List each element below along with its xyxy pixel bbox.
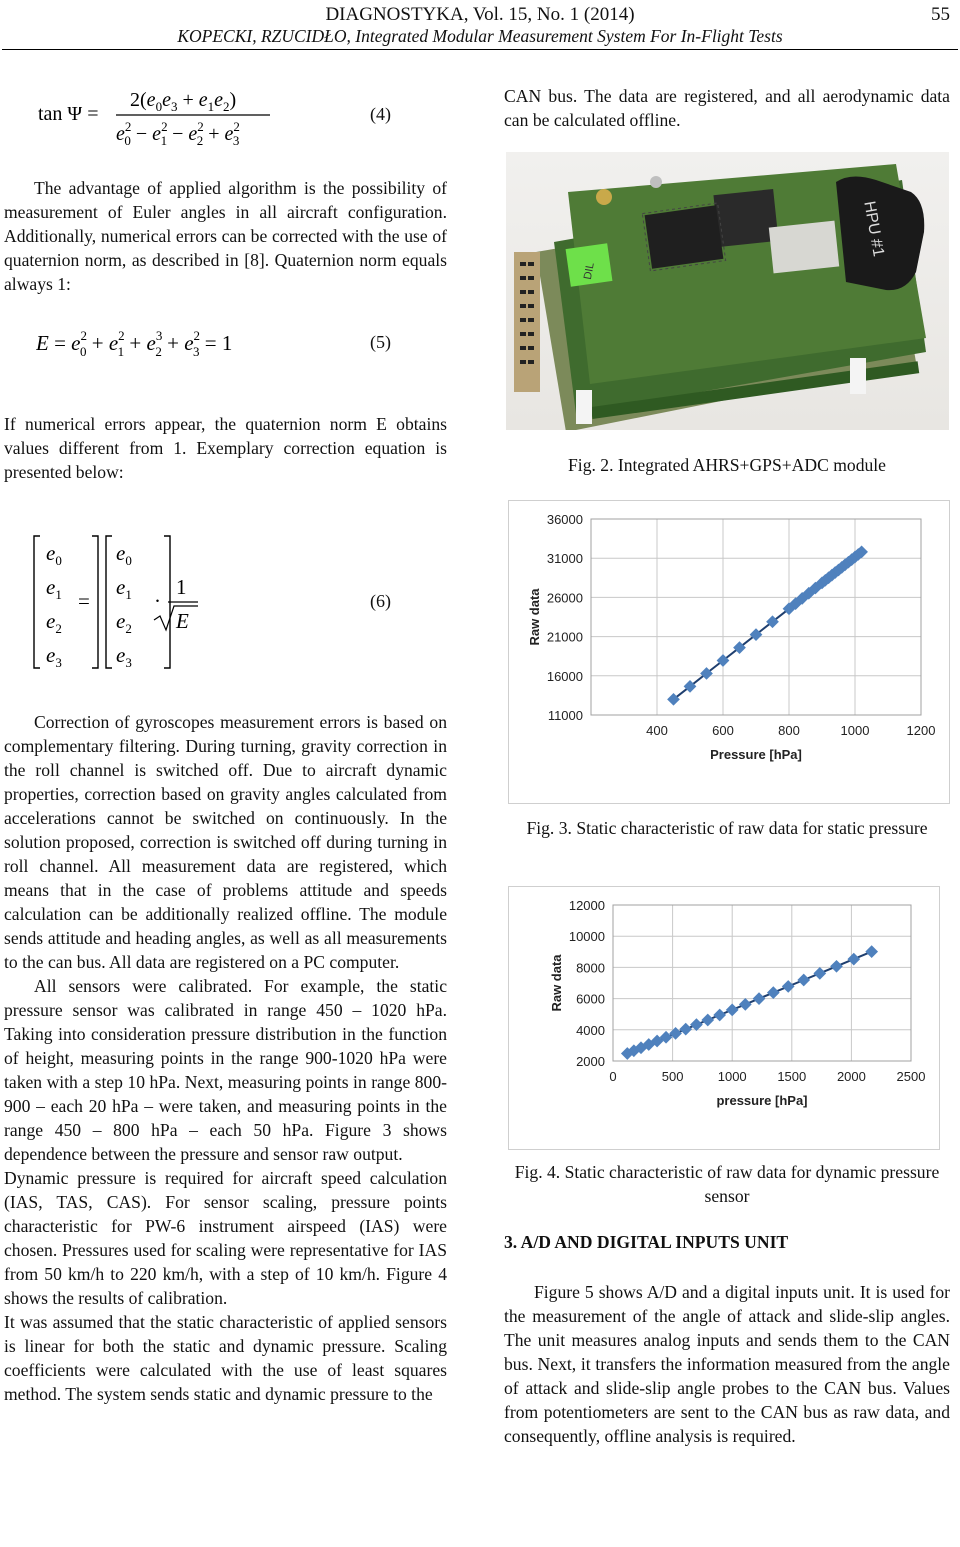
plot-area [591, 519, 921, 715]
data-point [726, 1003, 739, 1016]
left-body-text [4, 710, 447, 1406]
y-tick-label: 31000 [546, 551, 583, 567]
header-rule [2, 49, 958, 50]
figure-4-chart [508, 886, 940, 1150]
equation-6 [30, 532, 230, 672]
left-paragraph-2 [4, 412, 447, 484]
right-paragraph-1 [504, 84, 950, 132]
data-point [739, 998, 752, 1011]
equation-6-number: (6) [370, 591, 391, 611]
board-label: DIL [581, 261, 597, 281]
paragraph-text: Dynamic pressure is required for aircraft speed calculation (IAS, TAS, CAS). For sensor scaling, pressure points characteristic for PW-6 instrument airspeed (IAS) were chosen. Pressures used for scaling were representative for IAS from 50 km/h to 220 km/h, with a step of 10 km/h. Figure 4 shows the results of calibration. [4, 1168, 447, 1308]
paragraph-text: Figure 5 shows A/D and a digital inputs unit. It is used for the measurement of the angle of attack and slide-slip angles. The unit measures analog inputs and sends them to the CAN bus. Next, it transfers the information measured from the angle of attack and slide-slip angle probes to the CAN bus. Values from potentiometers are sent to the CAN bus as raw data, and consequently, offline analysis is required. [504, 1282, 950, 1446]
data-point [847, 953, 860, 966]
y-tick-label: 12000 [568, 898, 605, 913]
x-tick-label: 400 [646, 723, 668, 738]
svg-text:e3: $e_3$ [116, 643, 132, 670]
x-tick-label: 2500 [896, 1069, 926, 1084]
equation-5-svg [36, 322, 336, 362]
page-number: 55 [931, 4, 950, 25]
y-tick-label: 6000 [576, 991, 605, 1007]
data-point [782, 980, 795, 993]
y-axis-label: Raw data [549, 954, 564, 1012]
svg-text:1: 1 [176, 575, 187, 599]
right-paragraph-2 [504, 1280, 950, 1448]
y-axis-label: Raw data [527, 588, 542, 646]
x-tick-label: 500 [661, 1069, 684, 1084]
module-photo [506, 152, 949, 430]
equation-4-number: (4) [370, 104, 391, 124]
paragraph-text: The advantage of applied algorithm is the possibility of measurement of Euler angles in all aircraft configuration. Additionally, numerical errors can be corrected with the use of quaternion norm, as described in [8]. Quaternion norm equals always 1: [4, 178, 447, 294]
y-tick-label: 8000 [576, 960, 605, 976]
svg-text:·: · [154, 589, 161, 613]
equation-5 [36, 322, 336, 362]
figure-2-caption: Fig. 2. Integrated AHRS+GPS+ADC module [568, 455, 886, 475]
y-tick-label: 2000 [576, 1054, 605, 1069]
sensor-label: HPU #1 [860, 199, 887, 259]
equation-6-svg [30, 532, 230, 672]
y-tick-label: 21000 [546, 629, 583, 645]
x-tick-label: 1000 [717, 1069, 747, 1084]
svg-text:2(e0e3 + e1e2): $2(e_0e_3 + e_1e_2)$ [130, 89, 237, 114]
equation-4-svg [38, 84, 338, 150]
data-point [797, 974, 810, 987]
x-tick-label: 1000 [840, 723, 870, 738]
svg-text:e2: $e_2$ [46, 609, 62, 636]
equation-4 [38, 84, 338, 150]
equation-5-number: (5) [370, 332, 391, 352]
authors-title-line: KOPECKI, RZUCIDŁO, Integrated Modular Measurement System For In-Flight Tests [177, 26, 783, 46]
svg-text:e2: $e_2$ [116, 609, 132, 636]
svg-text:tan Ψ =: tan Ψ = [38, 103, 99, 125]
running-header [0, 2, 960, 48]
x-tick-label: 0 [609, 1069, 617, 1084]
left-paragraph-1 [4, 176, 447, 296]
x-tick-label: 2000 [836, 1069, 866, 1084]
svg-text:e3: $e_3$ [46, 643, 62, 670]
y-tick-label: 4000 [576, 1022, 605, 1038]
y-tick-label: 36000 [546, 512, 583, 527]
journal-name: DIAGNOSTYKA, Vol. 15, No. 1 (2014) [325, 4, 635, 25]
chart-3-svg [509, 501, 949, 803]
svg-text:e0: $e_0$ [116, 541, 132, 568]
paragraph-text: Correction of gyroscopes measurement errors is based on complementary filtering. During turning, gravity correction in the roll channel is switched off. Due to aircraft dynamic properties, correction based on gravity angles calculated from accelerations cannot be switched on continuously. In the solution proposed, correction is switched off during turning in roll channel. All measurement data are registered, which means that in the case of problems attitude and speeds calculation can be additionally realized offline. The module sends attitude and heading angles, as well as all measurements to the can bus. All data are registered on a PC computer. [4, 712, 447, 972]
module-photo-svg [506, 152, 949, 430]
paragraph-text: All sensors were calibrated. For example, the static pressure sensor was calibrated in range 450 – 1020 hPa. Taking into consideration pressure distribution in the function of height, measuring points in the range 900-1020 hPa were taken with a step 10 hPa. Next, measuring points in range 800-900 – each 20 hPa – were taken, and measuring points in the range 450 – 800 hPa – each 50 hPa. Figure 3 shows dependence between the pressure and sensor raw output. [4, 976, 447, 1164]
y-tick-label: 16000 [546, 668, 583, 684]
x-tick-label: 1500 [777, 1069, 807, 1084]
figure-3-chart [508, 500, 950, 804]
data-point [767, 986, 780, 999]
chart-4-svg [509, 887, 939, 1149]
x-axis-label: pressure [hPa] [716, 1093, 808, 1108]
x-tick-label: 600 [712, 723, 734, 738]
svg-text:=: = [78, 589, 90, 613]
paragraph-text: It was assumed that the static characteristic of applied sensors is linear for both the static and dynamic pressure. Scaling coefficients were calculated with the use of least squares method. The system sends static and dynamic pressure to the [4, 1312, 447, 1404]
y-tick-label: 10000 [568, 929, 605, 945]
paragraph-text: If numerical errors appear, the quaternion norm E obtains values different from 1. Exemplary correction equation is presented below: [4, 414, 447, 482]
y-tick-label: 26000 [546, 590, 583, 606]
x-axis-label: Pressure [hPa] [710, 747, 802, 762]
figure-4-caption: Fig. 4. Static characteristic of raw data for dynamic pressure sensor [514, 1162, 940, 1206]
data-point [713, 1009, 726, 1022]
y-tick-label: 11000 [547, 708, 583, 723]
data-point [865, 945, 878, 958]
svg-text:e20 − e21 − e22 + e23: $e^2$ $0 - e^2$ $1 - e^2$ $2 + e^2$ 3 [116, 119, 240, 148]
paragraph-text: CAN bus. The data are registered, and all aerodynamic data can be calculated offline. [504, 86, 950, 130]
data-point [830, 960, 843, 973]
x-tick-label: 1200 [906, 723, 936, 738]
svg-text:e1: $e_1$ [46, 575, 62, 602]
data-point [753, 992, 766, 1005]
journal-line [0, 4, 960, 26]
svg-text:E: E [176, 609, 189, 633]
x-tick-label: 800 [778, 723, 800, 738]
svg-text:E = e20 + e21 + e32 + e23 = 1: $E = e^2$ $0 + e^2$ $1 + e^3$ $2 + e^2$ 3 = 1 [36, 328, 233, 359]
svg-text:e1: $e_1$ [116, 575, 132, 602]
figure-3-caption: Fig. 3. Static characteristic of raw data for static pressure [526, 818, 928, 838]
data-point [701, 1014, 714, 1027]
data-point [813, 967, 826, 980]
svg-text:e0: $e_0$ [46, 541, 62, 568]
section-title: 3. A/D AND DIGITAL INPUTS UNIT [504, 1232, 789, 1252]
